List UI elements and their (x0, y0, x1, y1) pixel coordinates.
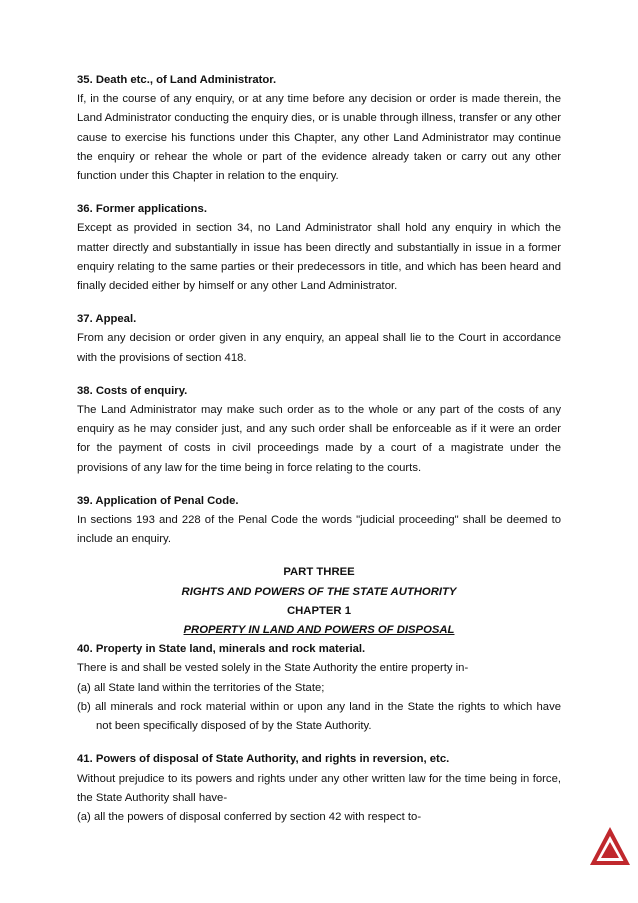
section-text: If, in the course of any enquiry, or at any time before any decision or order is made therein, the Land Administrator conducting the enquiry dies, or is unable through illness, transfer or any other cause to exercise his functions under this Chapter, any other Land Administrator may continue the enquiry or rehear the whole or part of the evidence already taken or carry out any other function under this Chapter in relation to the enquiry. (77, 93, 561, 183)
section-heading: 41. Powers of disposal of State Authority, and rights in reversion, etc. (77, 753, 450, 766)
section-41 (77, 750, 561, 827)
section-heading: 38. Costs of enquiry. (77, 384, 188, 397)
section-text: Except as provided in section 34, no Land Administrator shall hold any enquiry in which the matter directly and substantially in issue has been directly and substantially in issue in a former enquiry relating to the same parties or their predecessors in title, and which has been heard and finally decided either by himself or any other Land Administrator. (77, 222, 561, 293)
section-heading: 36. Former applications. (77, 203, 207, 216)
section-40 (77, 640, 561, 736)
section-35 (77, 71, 561, 186)
part-header (77, 563, 561, 640)
section-36 (77, 200, 561, 296)
list-item: (b) all minerals and rock material within or upon any land in the State the rights to which have not been specifically disposed of by the State Authority. (77, 700, 561, 733)
section-heading: 39. Application of Penal Code. (77, 494, 239, 507)
part-subtitle: RIGHTS AND POWERS OF THE STATE AUTHORITY (181, 585, 457, 598)
section-text: There is and shall be vested solely in the State Authority the entire property in- (77, 662, 469, 675)
section-text: From any decision or order given in any enquiry, an appeal shall lie to the Court in accordance with the provisions of section 418. (77, 332, 561, 364)
chapter-title: CHAPTER 1 (286, 604, 352, 617)
document-body (77, 71, 561, 841)
section-text: The Land Administrator may make such order as to the whole or any part of the costs of any enquiry as he may consider just, and any such order shall be enforceable as if it were an order for the payment of costs in civil proceedings made by a court of a magistrate under the provisions of any law for the time being in force relating to the courts. (77, 404, 561, 474)
section-heading: 40. Property in State land, minerals and rock material. (77, 643, 366, 656)
part-title: PART THREE (283, 566, 355, 579)
section-heading: 35. Death etc., of Land Administrator. (77, 74, 277, 86)
section-text: In sections 193 and 228 of the Penal Code the words "judicial proceeding" shall be deemed to include an enquiry. (77, 514, 561, 546)
list-item: (a) all State land within the territories of the State; (77, 681, 325, 694)
section-heading: 37. Appeal. (77, 313, 137, 326)
triangle-logo-icon (588, 825, 632, 867)
section-text: Without prejudice to its powers and rights under any other written law for the time being in force, the State Authority shall have- (77, 772, 561, 804)
section-38 (77, 382, 561, 478)
list-item: (a) all the powers of disposal conferred by section 42 with respect to- (77, 810, 422, 823)
section-37 (77, 310, 561, 368)
section-39 (77, 492, 561, 550)
chapter-subtitle: PROPERTY IN LAND AND POWERS OF DISPOSAL (183, 624, 455, 637)
